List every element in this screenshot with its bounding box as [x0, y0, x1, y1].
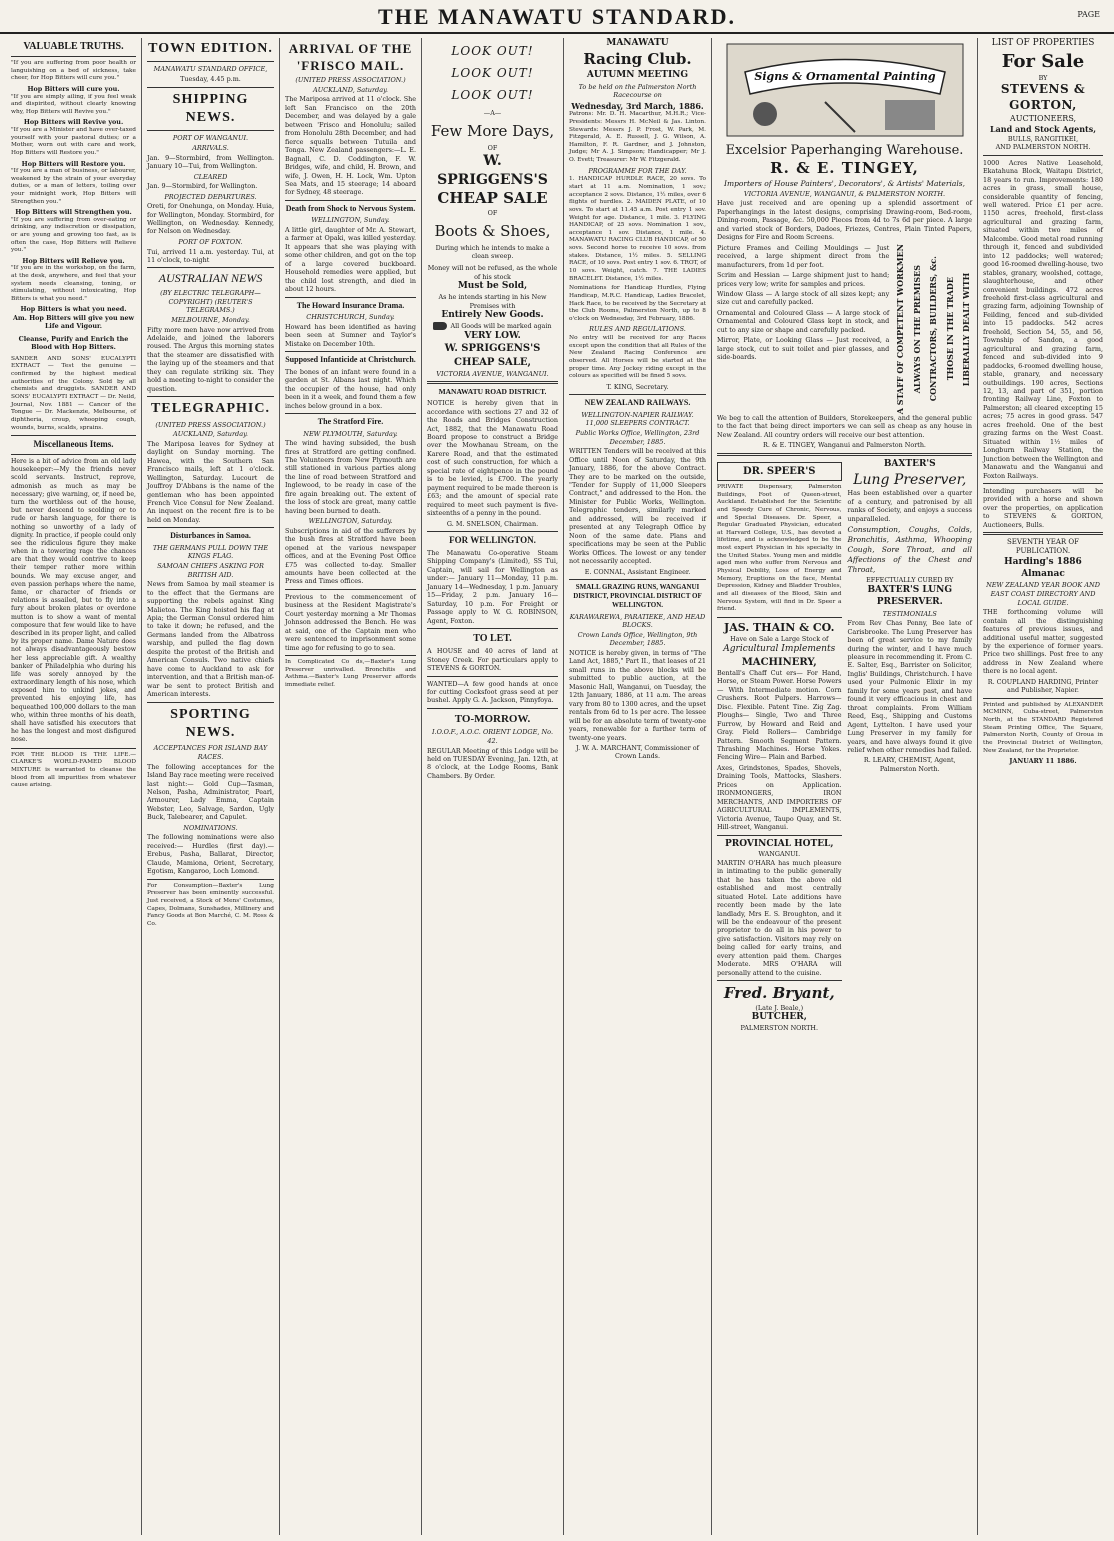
of-label-2: OF [487, 209, 498, 218]
testimonial-body: From Rev Chas Penny, Bee late of Carisbrooke. The Lung Preserver has been of great service to my family during the winter, and I have much pleasure in recommending it. From C. E. Salter, Esq., Barrister on Solicitor, Inglis' Buildings, Christchurch. I have used your Pulmonic Elixir in my family for some years past, and have found it very efficacious in chest and throat complaints. From William Reed, Esq., Shipping and Customs Agent, Lyttelton. I have used your Lung Preserver in my family for years, and have always found it give relief when other remedies had failed. [847, 619, 972, 754]
testimonials-heading: TESTIMONIALS [882, 609, 937, 618]
for-sale-heading: For Sale [1001, 50, 1085, 72]
tingey-sig: R. & E. TINGEY, Wanganui and Palmerston North. [763, 441, 926, 450]
tingey-name: R. & E. TINGEY, [770, 159, 919, 178]
spriggens-name: W. SPRIGGENS'S [437, 153, 548, 188]
mirror-item: Mirror, Plate, or Looking Glass — Just received, a large stock, cut to suit toilet and pier glasses, and side-boards. [717, 336, 890, 362]
connal-sig: E. CONNAL, Assistant Engineer. [584, 567, 691, 576]
melbourne-dateline: MELBOURNE, Monday. [171, 315, 250, 324]
vert-slogan-4: THOSE IN THE TRADE [944, 277, 955, 381]
misc-heading: Miscellaneous Items. [33, 439, 114, 450]
edition-date: Tuesday, 4.45 p.m. [180, 75, 241, 84]
vert-slogan-1: A STAFF OF COMPETENT WORKMEN [895, 243, 906, 414]
arrivals-heading: ARRIVALS. [192, 144, 229, 153]
column-1 [6, 38, 142, 1535]
tomorrow-heading: TO-MORROW. [454, 712, 531, 725]
new-goods: Entirely New Goods. [441, 310, 544, 321]
assoc-note: (UNITED PRESS ASSOCIATION.) [295, 76, 406, 85]
port-foxton: PORT OF FOXTON. [178, 237, 243, 246]
lung-heading: Lung Preserver, [853, 471, 967, 488]
assoc-note: (UNITED PRESS ASSOCIATION.) [155, 420, 266, 429]
tingey-list [717, 244, 889, 414]
bryant-sub: (Late J. Beale,) [755, 1003, 804, 1012]
new-plymouth-dateline: NEW PLYMOUTH, Saturday. [303, 429, 398, 438]
pointing-hand-icon [433, 322, 447, 330]
nzr-heading: NEW ZEALAND RAILWAYS. [584, 398, 691, 408]
window-item: Window Glass — A large stock of all sizes kept; any size cut and carefully packed. [717, 289, 890, 307]
lung-list: Consumption, Coughs, Colds, Bronchitis, Asthma, Whooping Cough, Sore Throat, and all Affections of the Chest and Throat, [847, 524, 972, 574]
speer-body: PRIVATE Dispensary, Palmerston Buildings, Foot of Queen-street, Auckland. Established for the Scientific and Speedy Cure of Chronic, Nervous, and Special Diseases. Dr. Speer, a Regular Graduated Physician, educated at Harvard College, U.S., has devoted a lifetime, and is acknowledged to be the most expert Physician in his specialty in the United States. Young men and middle aged men who suffer from Nervous and Physical Debility, Loss of Energy and Memory, Eruptions on the face, Mental Depression, Kidney and Bladder Troubles, and all diseases of the Blood, Skin and Nervous System, will find in Dr. Speer a friend. [717, 483, 842, 613]
ornamental-item: Ornamental and Coloured Glass — A large stock of Ornamental and Coloured Glass kept in stock, and cut to any size or shape and carefully packed. [717, 308, 890, 334]
money-note: Money will not be refused, as the whole of his stock [427, 264, 558, 281]
telegraphic-heading: TELEGRAPHIC. [151, 401, 270, 417]
hop-line: Hop Bitters will Relieve you. [22, 256, 125, 265]
samoa-subheading: THE GERMANS PULL DOWN THE KINGS FLAG. [152, 543, 269, 561]
infanticide-body: The bones of an infant were found in a garden at St. Albans last night. Which the occupier of the house, had only been in it a week, and found them a few inches below ground in a box. [285, 367, 416, 410]
speer-heading: DR. SPEER'S [717, 462, 842, 481]
nominations-body: Nominations for Handicap Hurdles, Flying Handicap, M.R.C. Handicap, Ladies Bracelet, Hack Race, to be received by the Secretary at the Club Rooms, Palmerston North, up to 8 o'clock on Wednesday, 3rd February, 1886. [569, 285, 706, 322]
few-more-days: Few More Days, [430, 121, 555, 140]
wellington-dateline: WELLINGTON, Sunday. [311, 216, 390, 225]
entirely-note: As he intends starting in his New Premises with [438, 293, 547, 310]
hop-line: Hop Bitters will Strengthen you. [15, 208, 132, 217]
marked-note: All Goods will be marked again [427, 322, 558, 330]
cleanse-heading: Cleanse, Purify and Enrich the Blood with Hop Bitters. [18, 334, 129, 352]
misc-body: Here is a bit of advice from an old lady housekeeper:—My the friends never scold servants. Instruct, reprove, admonish as much as may be necessary; give warning, or, if need be, turn the worthless out of the house, but never descend to scolding or to rude or harsh language, for there is nothing so unworthy of a lady of dignity. In practice, if people could only see the ridiculous figure they make when in a towering rage the chances are that they would contrive to keep their temper rather more within bounds. We may excuse anger, and even passion perhaps where the name, fame, or character of friends or relations is assailed, but to fly into a fury about broken plates or overdone mutton is to show a want of mental composure that few would like to have described in its proper light, and called by its proper name. Dame Nature does not always disadvantageously bestow her less appreciable gift. A wealthy banker of Philadelphia who during his life was sorely annoyed by the extraordinary length of his nose, which exposed him to unkind jokes, and prevented his enjoying life, has bequeathed 100,000 dollars to the man who, within three months of his death, shall have satisfied his executors that he has the longest and most disfigured nose. [11, 458, 136, 744]
vertical-slogans [895, 244, 972, 414]
effectually-label: EFFECTUALLY CURED BY [866, 576, 954, 585]
for-wellington-body: The Manawatu Co-operative Steam Shipping Company's (Limited), SS Tui, Captain, will sail for Wellington as under:— January 11—Monday, 11 p.m. January 14—Wednesday, 1 p.m. January 15—Friday, 2 p.m. January 16—Saturday, 10 p.m. For Freight or Passage apply to W. G. ROBINSON, Agent, Foxton. [427, 548, 558, 625]
divider [11, 435, 136, 436]
samoa-heading: Disturbances in Samoa. [170, 531, 251, 541]
district-body: NOTICE is hereby given that in accordance with sections 27 and 32 of the Roads and Bridges Construction Act, 1882, that the Manawatu Road Board propose to construct a Bridge over the Mowhanau Stream, on the Karere Road, and that the estimated cost of such construction, for which a special rate of eightpence in the pound is to be levied, is £700. The yearly payment required to be made thereon is £63; and the amount of special rate required to meet such payment is five-sixteenths of a penny in the pound. [427, 399, 558, 518]
hop-line: Hop Bitters will cure you. [27, 85, 120, 94]
auckland-dateline: AUCKLAND, Saturday. [173, 430, 248, 439]
divider [11, 454, 136, 455]
infanticide-heading: Supposed Infanticide at Christchurch. [285, 355, 416, 365]
cheap-sale: CHEAP SALE [437, 189, 548, 208]
cleared-body: Jan. 9—Stormbird, for Wellington. [147, 182, 258, 191]
hotel-body: MARTIN O'HARA has much pleasure in intimating to the public generally that he has taken the above old established and most centrally situated Hotel. Late additions have recently been made by the late landlady, Mrs E. S. Broughton, and it will be the endeavour of the present proprietor to do all in his power to give satisfaction. Visitors may rely on being called for early trains, and every attention paid them. Charges Moderate. MRS O'HARA will personally attend to the cuisine. [717, 858, 842, 977]
column-2 [142, 38, 280, 1535]
tingey-address: VICTORIA AVENUE, WANGANUI, & PALMERSTON NORTH. [743, 189, 946, 198]
hop-lifer: Am. Hop Bitters will give you new Life and Vigour. [12, 313, 135, 331]
for-wellington-heading: FOR WELLINGTON. [449, 535, 536, 546]
column-6 [712, 38, 978, 1535]
palmerston-label: PALMERSTON NORTH. [740, 1024, 818, 1033]
to-let-body: A HOUSE and 40 acres of land at Stoney Creek. For particulars apply to STEVENS & GORTON. [427, 647, 558, 673]
frisco-body: The Mariposa arrived at 11 o'clock. She left San Francisco on the 20th December, and was delayed by a gale between 'Frisco and Honolulu; sailed from Honolulu 28th December, and had fierce squalls between Tutuila and Tonga. New Zealand passengers:—L. E. Bagnall, C. D. Coddington, F. W. Bridges, wife, and child, H. Brown, and wife, J. Owen, H. H. Lock, Wm. Upton Sea Mats, and 15 steerage; 14 aboard for Sydney, 48 steerage. [285, 95, 416, 197]
thain-sub: Have on Sale a Large Stock of [730, 635, 829, 644]
truth-para: "If you are a man of business, or labourer, weakened by the strain of your everyday duties, or a man of letters, toiling over your midnight work, Hop Bitters will Strengthen you." [11, 167, 136, 205]
wanted-ad: WANTED—A few good hands at once for cutting Cocksfoot grass seed at per bushel. Apply G. A. Jackson, Pinnyfoya. [427, 679, 558, 705]
land-agents: Land and Stock Agents, [989, 124, 1097, 135]
column-7 [978, 38, 1108, 1535]
of-label: OF [487, 143, 498, 152]
intending-note: Intending purchasers will be provided with a horse and shown over the properties, on application to STEVENS & GORTON, Auctioneers, Bulls. [983, 486, 1103, 529]
spriggens-address: VICTORIA AVENUE, WANGANUI. [436, 369, 549, 378]
warehouse-heading: Excelsior Paperhanging Warehouse. [725, 143, 964, 158]
auckland-dateline: AUCKLAND, Saturday. [313, 85, 388, 94]
list-of-properties: LIST OF PROPERTIES [991, 38, 1095, 48]
divider [11, 56, 136, 57]
boots-shoes: Boots & Shoes, [434, 221, 551, 240]
nzr-body: WRITTEN Tenders will be received at this Office until Noon of Saturday, the 9th January, 1886, for the above Contract. They are to be marked on the outside, "Tender for Supply of 11,000 Sleepers Contract," and addressed to the Hon. the Minister for Public Works, Wellington. Telegraphic tenders, similarly marked and addressed, will be received if presented at any Telegraph Office by Noon of the same date. Plans and specifications may be seen at the Public Works Offices. The lowest or any tender not necessarily accepted. [569, 447, 706, 566]
previous-body: Previous to the commencement of business at the Resident Magistrate's Court yesterday morning a Mr Thomas Johnson addressed the Bench. He was at said, one of the Captain men who were sentenced to imprisonment some time ago for refusing to go to sea. [285, 592, 416, 652]
lower-right [848, 459, 973, 1033]
projected-body: Oreti, for Onehunga, on Monday. Huia, for Wellington, Monday. Stormbird, for Wellington, on Wednesday. Kennedy, for Nelson on Wednesday. [147, 202, 274, 236]
divider [11, 748, 136, 749]
hop-line: Hop Bitters will Revive you. [23, 118, 124, 127]
insurance-heading: The Howard Insurance Drama. [296, 300, 405, 310]
butcher-label: BUTCHER, [751, 1012, 807, 1023]
port-wanganui: PORT OF WANGANUI. [172, 134, 249, 143]
banner-illustration [725, 42, 965, 138]
imprint: Printed and published by ALEXANDER MCMINN, Cuba-street, Palmerston North, at the STANDARD Registered Steam Printing Office, The Square, Palmerston North, County of Oroua in the Provincial District of Wellington, New Zealand, for the Proprietor. [983, 701, 1103, 754]
must-be-sold: Must be Sold, [457, 281, 528, 292]
lookout-2: LOOK OUT! [451, 65, 534, 80]
christchurch-dateline: CHRISTCHURCH, Sunday. [306, 313, 395, 322]
page-corner-label: PAGE [1077, 10, 1100, 19]
vert-slogan-5: LIBERALLY DEALT WITH [961, 272, 972, 386]
newspaper-title: THE MANAWATU STANDARD. [378, 4, 736, 29]
karakia-subheading: KARAWAREWA, PARATIEKE, AND HEAD BLOCKS. [569, 612, 706, 630]
wellington-body: Subscriptions in aid of the sufferers by the bush fires at Stratford have been opened at the various newspaper offices, and at the Evening Post Office £75 was collected to-day. Smaller amounts have been collected at the Press and Times offices. [285, 526, 416, 586]
lookout-3: LOOK OUT! [451, 87, 534, 102]
nz-year-book: NEW ZEALAND YEAR BOOK AND EAST COAST DIRECTORY AND LOCAL GUIDE. [986, 581, 1100, 607]
thain-list: Bentall's Chaff Cut ers— For Hand, Horse, or Steam Power. Horse Powers— With Intermediate motion. Corn Crushers. Root Pulpers. Harrows— Disc. Flexible. Patent Tine. Zig Zag. Ploughs— Single, Two and Three Furrow, by Howard and Reid and Gray. Field Rollers— Cambridge Pattern. Smooth Segment Pattern. Thrashing Machines. Horse Yokes. Fencing Wire— Plain and Barbed. [717, 668, 842, 762]
col2-footer: For Consumption—Baxter's Lung Preserver has been eminently successful. Just received, a Stock of Mens' Costumes, Capes, Dolmans, Sunshades, Millinery and Fancy Goods at Bon Marché, C. M. Ross & Co. [147, 882, 274, 927]
harding-heading: Harding's 1886 Almanac [1004, 556, 1082, 579]
col3-footer: In Complicated Co ds,—Baxter's Lung Preserver unrivalled. Bronchitis and Asthma.—Baxter's Lung Preserver affords immediate relief. [285, 659, 416, 688]
stevens-gorton: STEVENS & GORTON, [1000, 82, 1086, 112]
programme-heading: PROGRAMME FOR THE DAY. [588, 166, 687, 175]
bryant-heading: Fred. Bryant, [723, 984, 835, 1003]
lodge-body: REGULAR Meeting of this Lodge will be held on TUESDAY Evening, Jan. 12th, at 8 o'clock, at the Lodge Rooms, Bank Chambers. By Order. [427, 746, 558, 780]
to-let-heading: TO LET. [473, 632, 512, 644]
harding-body: THE forthcoming volume will contain all the distinguishing features of previous issues, and additional useful matter, suggested by the experience of former years. Price two shillings. Post free to any address in New Zealand where there is no local agent. [983, 608, 1103, 676]
agri-heading: Agricultural Implements [723, 643, 836, 654]
column-4 [422, 38, 564, 1535]
thain-heading: JAS. THAIN & CO. [724, 620, 835, 634]
arrivals-body: Jan. 9—Stormbird, from Wellington. January 10—Tui, from Wellington. [147, 153, 274, 171]
shipping-heading: SHIPPING NEWS. [172, 91, 249, 125]
insurance-body: Howard has been identified as having been seen at Sumner and Taylor's Mistake on December 10th. [285, 322, 416, 348]
stewards: Patrons: Mr. D. H. Macarthur, M.H.R.; Vice-Presidents: Messrs H. McNeil & Jas. Linton. Stewards: Messrs J. P. Frost, W. Park, M. Fitzgerald, A. E. Russell, J. G. Wilson, A. Hamilton, F. R. Gardner, and J. Johnston, Judge; Mr A. J. Simpson; Handicapper; Mr J. O. Evett; Treasurer: Mr W. Fitzgerald. [569, 111, 706, 164]
stratford-heading: The Stratford Fire. [317, 416, 384, 426]
standard-office: MANAWATU STANDARD OFFICE, [153, 65, 268, 74]
hop-line: Hop Bitters will Restore you. [21, 159, 126, 168]
marchant-sig: J. W. A. MARCHANT, Commissioner of Crown Lands. [576, 744, 699, 761]
sign-painting-banner [725, 42, 965, 138]
col1-footer: FOR THE BLOOD IS THE LIFE.—CLARKE'S WORLD-FAMED BLOOD MIXTURE is warranted to cleanse the blood from all impurities from whatever cause arising. [11, 751, 136, 789]
nominations-heading: NOMINATIONS. [183, 823, 238, 832]
truth-para: "If you are suffering from poor health or languishing on a bed of sickness, take cheer, for Hop Bitters will cure you." [11, 60, 136, 82]
crown-body: NOTICE is hereby given, in terms of "The Land Act, 1885," Part II., that leases of 21 small runs in the above blocks will be submitted to public auction, at the Masonic Hall, Wanganui, on Tuesday, the 12th January, 1886, at 11 a.m. The areas vary from 80 to 1300 acres, and the upset rentals from 6d to 1s per acre. The lessee will be for an absolute term of twenty-one years, renewable for a further term of twenty-one years. [569, 649, 706, 742]
palm-line: AND PALMERSTON NORTH. [995, 143, 1091, 152]
foxton-body: Tui, arrived 11 a.m. yesterday. Tui, at 11 o'clock, to-night [147, 247, 274, 264]
hop-line: Hop Bitters is what you need. [20, 305, 127, 314]
wellington-dateline-2: WELLINGTON, Saturday. [308, 517, 393, 526]
truth-para: "If you are simply ailing, if you feel weak and dispirited, without clearly knowing why, Hop Bitters will Revive you." [11, 93, 136, 115]
column-3 [280, 38, 422, 1535]
auctioneers-label: AUCTIONEERS, [1009, 113, 1077, 123]
cheap-sale-2: CHEAP SALE, [454, 356, 531, 368]
machinery-heading: MACHINERY, [741, 656, 817, 668]
snelson-sig: G. M. SNELSON, Chairman. [446, 519, 539, 528]
lung-intro: Has been established over a quarter of a century, and patronised by all ranks of Society, and enjoys a success unparalleled. [847, 489, 972, 523]
by-label: BY [1038, 73, 1048, 82]
tingey-intro: Have just received and are opening up a splendid assortment of Paperhangings in the latest designs, comprising Drawing-room, Bed-room, Dining-room, Passage, &c. 50,000 Pieces from 4d to 7s 6d per piece. A large and varied stock of Borders, Dadoes, Friezes, Centres, Plain Tinted Papers, Designs for Fire and Room Screens. [717, 199, 972, 242]
column-5 [564, 38, 712, 1535]
sander-ad: SANDER AND SONS' EUCALYPTI EXTRACT — Test the genuine — confirmed by the highest medical authorities of the Colony. Sold by all chemists and druggists. SANDER AND SONS' EUCALYPTI EXTRACT — Dr. Neild, Journal, Nov. 1881 — Cancer of the Tongue — Dr. Mackenzie, Melbourne, of diphtheria, croup, whooping cough, wounds, burns, scalds, sprains. [11, 355, 136, 431]
projected-heading: PROJECTED DEPARTURES. [164, 192, 257, 201]
king-sig: T. KING, Secretary. [606, 382, 669, 391]
crown-dateline: Crown Lands Office, Wellington, 9th December, 1885. [577, 630, 698, 648]
rules-body: No entry will be received for any Races except upon the condition that all Rules of the New Zealand Racing Conference are observed. All Horses will be started at the proper time. Any Jockey riding except in the colours as specified will be fined 5 sovs. [569, 335, 706, 380]
tingey-body [717, 244, 972, 414]
death-body: A little girl, daughter of Mr. A. Stewart, a farmer at Opaki, was killed yesterday. It appears that she was playing with some other children, and got on the top of a large covered buckboard. Household remedies were applied, but the child lost strength, and died in about 12 hours. [285, 226, 416, 294]
bulls-line: BULLS, RANGITIKEI, [1007, 134, 1079, 143]
held-note: To be held on the Palmerston North Racecourse on [578, 82, 697, 100]
baxter-label: BAXTER'S [883, 458, 936, 469]
district-heading: MANAWATU ROAD DISTRICT. [438, 387, 547, 397]
samoa-body: News from Samoa by mail steamer is to the effect that the Germans are supporting the rebels against King Malietoa. The King hoisted his flag at Apia; the German Consul ordered him to take it down; he refused, and the Germans landed from the Albatross warship, and pulled the flag down despite the protest of the British and American Consuls. Two native chiefs have come to Auckland to ask for intervention, and that a British man-of-war be sent to protect British and American interests. [147, 580, 274, 699]
lower-left [717, 459, 842, 1033]
during-note: During which he intends to make a clean sweep. [435, 243, 550, 261]
truth-para: "If you are in the workshop, on the farm, at the desk, anywhere, and feel that your system needs cleansing, toning, or stimulating, without intoxicating, Hop Bitters is what you need." [11, 265, 136, 302]
spriggens-name-2: W. SPRIGGENS'S [444, 343, 541, 355]
racing-club-heading: Racing Club. [583, 49, 692, 68]
seventh-year: SEVENTH YEAR OF PUBLICATION. [1006, 538, 1080, 556]
scrim-item: Scrim and Hessian — Large shipment just to hand; prices very low; write for samples and prices. [717, 271, 890, 288]
sleepers-subheading: WELLINGTON-NAPIER RAILWAY. 11,000 SLEEPERS CONTRACT. [581, 410, 694, 428]
provincial-heading: PROVINCIAL HOTEL, [724, 838, 834, 849]
meeting-date: Wednesday, 3rd March, 1886. [571, 100, 704, 111]
very-low: VERY LOW. [464, 330, 521, 341]
banner-text: Signs & Ornamental Painting [753, 70, 936, 83]
manawatu-label: MANAWATU [606, 38, 669, 48]
truth-para: "If you are suffering from over-eating or drinking, any indiscretion or dissipation, or are young and growing too fast, as is often the case, Hop Bitters will Relieve you." [11, 216, 136, 254]
autumn-meeting: AUTUMN MEETING [586, 69, 689, 80]
town-edition-heading: TOWN EDITION. [148, 41, 273, 56]
a-dash: —A— [483, 109, 502, 118]
baxter-lung: BAXTER'S LUNG PRESERVER. [867, 584, 953, 607]
truth-para: "If you are a Minister and have over-taxed yourself with your pastoral duties; or a Mother, worn out with care and work, Hop Bitters will Restore you." [11, 126, 136, 156]
death-heading: Death from Shock to Nervous System. [285, 203, 416, 213]
harding-sig: R. COUPLAND HARDING, Printer and Publisher, Napier. [987, 677, 1099, 695]
australian-body: Fifty more men have now arrived from Adelaide, and joined the laborers roused. The Argus this morning states that the steamer are dissatisfied with the laying up of the steamers and that they can regulate striking six. They hold a meeting to-night to consider the question. [147, 325, 274, 393]
imprint-date: JANUARY 11 1886. [1009, 757, 1077, 766]
truths-heading: VALUABLE TRUTHS. [23, 41, 124, 52]
sporting-body: The following acceptances for the Island Bay race meeting were received last night:— Gold Cup—Tasman, Nelson, Pasha, Administrator, Pearl, Armourer, Lady Emma, Captain Webster, Leo, Salvage, Sardon, Ugly Buck, Talebearer, and Capulet. [147, 762, 274, 822]
telegraphic-body: The Mariposa leaves for Sydney at daylight on Sunday morning. The Hawea, with the Southern San Francisco mails, left at 1 o'clock. Wellington, Saturday. Lucourt de Jouffroy D'Abbans is the name of the gentleman who has been appointed French Vice Consul for New Zealand. An inquest on the recent fire is to be held on Monday. [147, 439, 274, 524]
lodge-name: I.O.O.F., A.O.C. ORIENT LODGE, No. 42. [431, 728, 554, 745]
samoa-chiefs: SAMOAN CHIEFS ASKING FOR BRITISH AID. [157, 562, 264, 579]
australian-heading: AUSTRALIAN NEWS [158, 271, 263, 286]
vert-slogan-2: ALWAYS ON THE PREMISES [911, 264, 922, 393]
frisco-heading: ARRIVAL OF THE 'FRISCO MAIL. [288, 41, 413, 74]
acceptances-heading: ACCEPTANCES FOR ISLAND BAY RACES. [153, 744, 268, 762]
programme-body: 1. HANDICAP HURDLE RACE, 20 sovs. To start at 11 a.m. Nomination, 1 sov.; acceptance 2 sovs. Distance, 1½ miles, over 6 flights of hurdles. 2. MAIDEN PLATE, of 10 sovs. To start at 11.45 a.m. Post entry 1 sov. Weight for age. Distance, 1 mile. 3. FLYING HANDICAP, of 25 sovs. Nomination 1 sov., acceptance 1 sov. Distance, 1 mile. 4. MANAWATU RACING CLUB HANDICAP, of 50 sovs. Second horse to receive 10 sovs. from stakes. Distance, 1½ miles. 5. SELLING RACE, of 10 sovs. Post entry 1 sov. 6. TROT, of 10 sovs. Weight, catch. 7. THE LADIES BRACELET. Distance, 1½ miles. [569, 176, 706, 282]
pwo-dateline: Public Works Office, Wellington, 23rd December, 1885. [575, 429, 700, 446]
stratford-body: The wind having subsided, the bush fires at Stratford are getting confined. The Volunteers from New Plymouth are still stationed in various parties along the line of road between Stratford and Inglewood, to be ready in case of the fire again breaking out. The extent of the loss of stock are great, many cattle having been burned to death. [285, 439, 416, 515]
thain-foot: Axes, Grindstones, Spades, Shovels, Draining Tools, Mattocks, Slashers. Prices on Application. IRONMONGERS, IRON MERCHANTS, AND IMPORTERS OF AGRICULTURAL IMPLEMENTS, Victoria Avenue, Taupo Quay, and St. Hill-street, Wanganui. [717, 763, 842, 832]
pictures-item: Picture Frames and Ceiling Mouldings — Just received, a large shipment direct from the manufacturers, from 1d per foot. [717, 243, 890, 269]
tingey-close: We beg to call the attention of Builders, Storekeepers, and the general public to the fact that being direct importers we can sell as cheap as any house in New Zealand. All country orders will receive our best attention. [717, 413, 972, 439]
grazing-heading: SMALL GRAZING RUNS, WANGANUI DISTRICT, PROVINCIAL DISTRICT OF WELLINGTON. [573, 583, 702, 610]
wanganui-label: WANGANUI. [758, 850, 801, 859]
rules-heading: RULES AND REGULATIONS. [589, 325, 686, 334]
importers-line: Importers of House Painters', Decorators', & Artists' Materials, [724, 178, 965, 188]
lookout-1: LOOK OUT! [451, 44, 534, 58]
lower-ads [717, 459, 972, 1033]
cleared-heading: CLEARED [193, 172, 228, 181]
sporting-heading: SPORTING NEWS. [170, 706, 251, 740]
reuter-note: (BY ELECTRIC TELEGRAPH—COPYRIGHT) (REUTER'S TELEGRAMS.) [160, 289, 261, 315]
vert-slogan-3: CONTRACTORS, BUILDERS, &c. [928, 256, 939, 402]
properties-body: 1000 Acres Native Leasehold, Ekatahuna Block, Waitapu District, 18 years to run. Improvements: 180 acres in grass, small house, considerable quantity of fencing, well watered. Price £1 per acre. 1150 acres, freehold, first-class agricultural and grazing farm, situated within two miles of Malcombe. Good metal road running through it, fenced and subdivided into 12 paddocks; well watered; good 16-roomed dwelling-house, two stables, granary, woolshed, cottage, slaughterhouse, and other convenient buildings. 472 acres freehold first-class agricultural and grazing farm, adjoining Township of Feilding, fenced and sub-divided into 15 paddocks. 542 acres freehold, Section 54, 55, and 56, Township of Sandon, a good agricultural and grazing farm, fenced and sub-divided into 9 paddocks, 6-roomed dwelling house, stable, granary, and necessary outbuildings. 190 acres, Sections 12, 13, and part of 351, portion fronting Railway Line, Foxton to Palmerston; all cleared excepting 15 acres; 75 acres in good grass. 547 acres freehold. One of the best grazing farms on the West Coast. Situated within 1½ miles of Longburn Railway Station, the Junction between the Wellington and Manawatu and the Wanganui and Foxton Railways. [983, 158, 1103, 480]
masthead [0, 0, 1114, 34]
page-columns [6, 38, 1108, 1535]
leary-sig: R. LEARY, CHEMIST, Agent, Palmerston North. [863, 756, 956, 773]
nominations-body: The following nominations were also received:— Hurdles (first day).—Erebus, Pasha, Ballarat, Director, Claude, Mamiona, Orient, Secretary, Egotism, Kangaroo, Loch Lomond. [147, 833, 274, 876]
